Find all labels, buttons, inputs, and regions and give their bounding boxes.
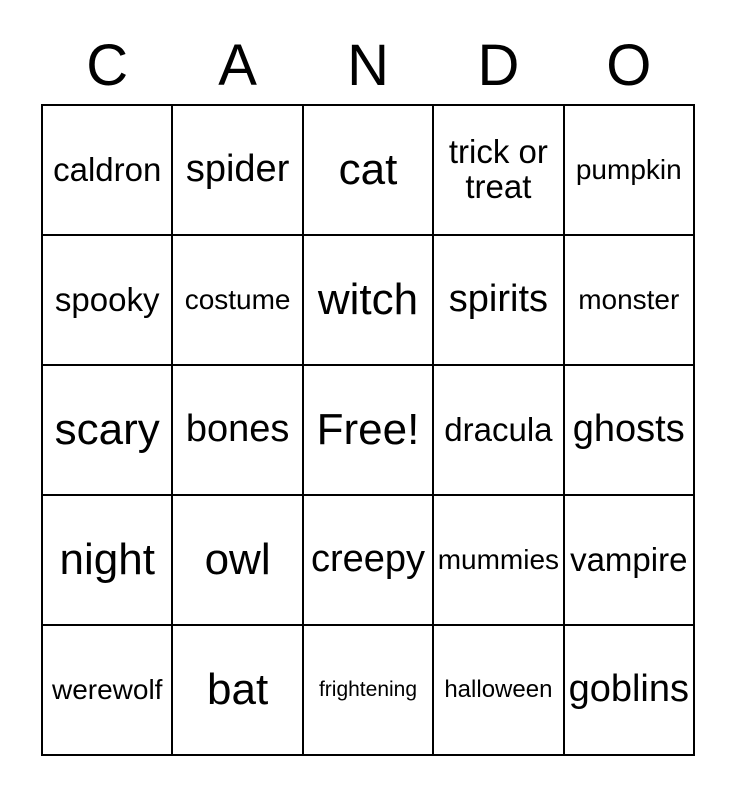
bingo-cell-label: costume [184, 284, 291, 316]
bingo-cell[interactable] [303, 625, 433, 755]
bingo-cell-label: caldron [53, 150, 162, 188]
bingo-cell[interactable] [303, 495, 433, 625]
bingo-cell[interactable] [564, 625, 694, 755]
bingo-cell-label: night [59, 534, 155, 584]
bingo-cell[interactable] [433, 105, 563, 235]
table-row [42, 235, 694, 365]
bingo-header [42, 0, 694, 98]
bingo-cell-free[interactable] [303, 365, 433, 495]
bingo-cell[interactable] [42, 105, 172, 235]
bingo-cell[interactable] [433, 235, 563, 365]
table-row [42, 105, 694, 235]
bingo-cell-label: Free! [316, 404, 420, 454]
bingo-cell[interactable] [42, 495, 172, 625]
bingo-cell-label: frightening [318, 677, 418, 701]
bingo-cell-label: witch [317, 274, 419, 324]
bingo-cell[interactable] [433, 625, 563, 755]
bingo-cell-label: halloween [444, 676, 553, 704]
bingo-cell[interactable] [433, 365, 563, 495]
bingo-cell-label: monster [578, 284, 680, 316]
bingo-cell[interactable] [564, 105, 694, 235]
bingo-cell[interactable] [172, 625, 302, 755]
bingo-cell[interactable] [564, 235, 694, 365]
bingo-cell-label: ghosts [572, 408, 685, 451]
bingo-cell[interactable] [564, 495, 694, 625]
table-row [42, 625, 694, 755]
bingo-cell-label: cat [338, 144, 398, 194]
bingo-cell[interactable] [303, 235, 433, 365]
bingo-cell[interactable] [564, 365, 694, 495]
bingo-cell[interactable] [42, 625, 172, 755]
table-row [42, 495, 694, 625]
bingo-cell[interactable] [172, 235, 302, 365]
bingo-cell-label: goblins [568, 668, 689, 711]
table-row [42, 365, 694, 495]
bingo-cell-label: owl [204, 534, 271, 584]
header-letter-o: O [606, 33, 652, 98]
header-letter-c: C [86, 33, 129, 98]
bingo-cell-label: bones [185, 408, 290, 451]
bingo-cell-label: mummies [437, 544, 560, 576]
bingo-cell-label: dracula [444, 410, 553, 448]
bingo-cell-label: spooky [54, 280, 160, 318]
header-letter-a: A [218, 33, 257, 98]
bingo-cell[interactable] [433, 495, 563, 625]
bingo-cell[interactable] [42, 235, 172, 365]
header-letter-n: N [347, 33, 389, 98]
bingo-cell-label: bat [207, 664, 269, 714]
bingo-cell-label: spider [185, 148, 290, 191]
bingo-cell-label: werewolf [51, 674, 163, 706]
bingo-cell-label: scary [54, 404, 160, 454]
bingo-cell-label: pumpkin [575, 154, 682, 186]
bingo-cell-label: creepy [310, 538, 426, 581]
bingo-cell[interactable] [172, 105, 302, 235]
bingo-cell-label: trick or treat [448, 133, 548, 205]
bingo-cell-label: vampire [570, 540, 688, 578]
bingo-cell[interactable] [303, 105, 433, 235]
bingo-cell-label: spirits [448, 278, 548, 321]
header-letter-d: D [477, 33, 520, 98]
bingo-cell[interactable] [172, 495, 302, 625]
bingo-cell[interactable] [42, 365, 172, 495]
bingo-cell[interactable] [172, 365, 302, 495]
bingo-grid [41, 104, 695, 756]
